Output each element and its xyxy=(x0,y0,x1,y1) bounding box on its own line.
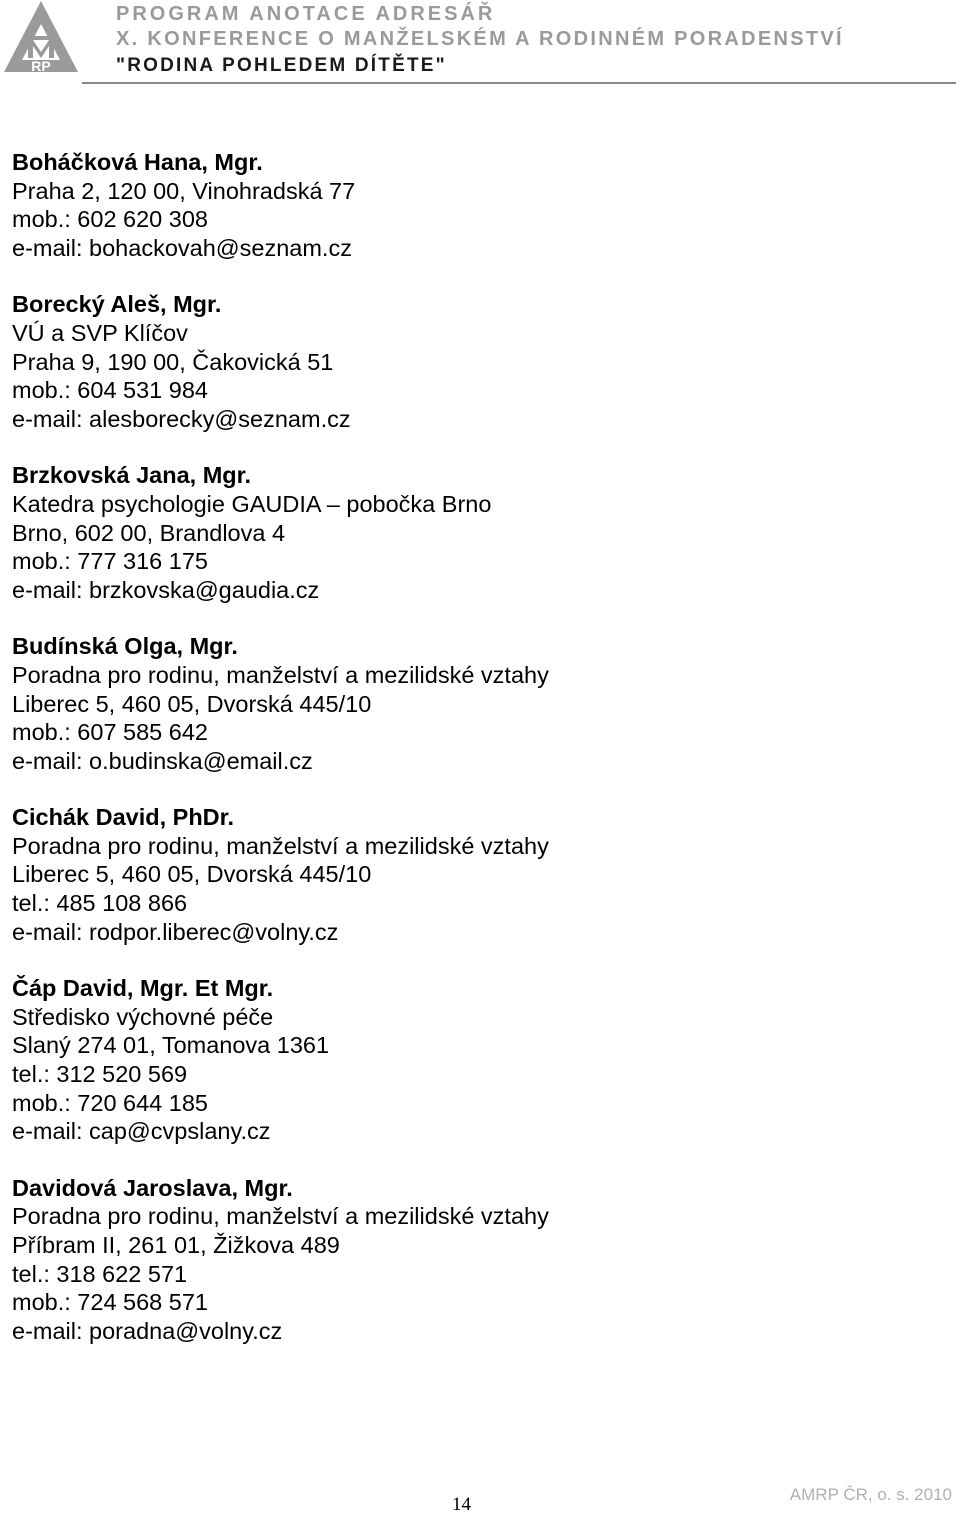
entry-phone: tel.: 485 108 866 xyxy=(12,890,188,917)
entry-detail: Příbram II, 261 01, Žižkova 489 xyxy=(12,1232,340,1258)
entry-detail: Středisko výchovné péče xyxy=(12,1003,274,1030)
directory-entry xyxy=(12,148,912,262)
header-title-line3: "RODINA POHLEDEM DÍTĚTE" xyxy=(116,55,447,76)
entry-mobile: mob.: 724 568 571 xyxy=(12,1289,208,1316)
entry-email: e-mail: alesborecky@seznam.cz xyxy=(12,405,351,432)
header-divider xyxy=(82,82,956,84)
amrp-logo-icon xyxy=(2,0,80,74)
entry-detail: Katedra psychologie GAUDIA – pobočka Brno xyxy=(12,490,492,517)
directory-entry xyxy=(12,290,912,433)
entry-email: e-mail: brzkovska@gaudia.cz xyxy=(12,576,320,603)
directory-entry xyxy=(12,803,912,946)
entry-email: e-mail: cap@cvpslany.cz xyxy=(12,1118,271,1145)
entry-detail: Liberec 5, 460 05, Dvorská 445/10 xyxy=(12,690,372,717)
entry-mobile: mob.: 602 620 308 xyxy=(12,206,208,233)
entry-detail: Poradna pro rodinu, manželství a mezilidské vztahy xyxy=(12,1203,549,1230)
header-title-line2: X. KONFERENCE O MANŽELSKÉM A RODINNÉM PORADENSTVÍ xyxy=(116,28,844,50)
entry-detail: Slaný 274 01, Tomanova 1361 xyxy=(12,1032,330,1059)
directory-entry xyxy=(12,974,912,1146)
footer-copyright: AMRP ČR, o. s. 2010 xyxy=(789,1485,952,1504)
page-header xyxy=(0,0,960,86)
entry-mobile: mob.: 777 316 175 xyxy=(12,548,208,575)
entry-mobile: mob.: 720 644 185 xyxy=(12,1089,208,1116)
entry-name: Borecký Aleš, Mgr. xyxy=(12,291,222,318)
logo-text: RP xyxy=(31,58,51,74)
directory-entry xyxy=(12,461,912,604)
entry-mobile: mob.: 604 531 984 xyxy=(12,377,208,404)
entry-phone: tel.: 312 520 569 xyxy=(12,1061,188,1088)
directory-entry xyxy=(12,632,912,775)
entry-email: e-mail: poradna@volny.cz xyxy=(12,1317,283,1344)
entry-detail: Praha 2, 120 00, Vinohradská 77 xyxy=(12,177,356,204)
entry-name: Boháčková Hana, Mgr. xyxy=(12,149,263,175)
entry-name: Čáp David, Mgr. Et Mgr. xyxy=(12,975,274,1002)
entry-detail: Liberec 5, 460 05, Dvorská 445/10 xyxy=(12,861,372,888)
header-title-line1: PROGRAM ANOTACE ADRESÁŘ xyxy=(116,3,496,25)
address-directory xyxy=(12,148,912,1373)
entry-email: e-mail: bohackovah@seznam.cz xyxy=(12,234,352,261)
entry-detail: Poradna pro rodinu, manželství a mezilidské vztahy xyxy=(12,832,549,859)
entry-name: Davidová Jaroslava, Mgr. xyxy=(12,1174,293,1201)
directory-entry xyxy=(12,1174,912,1346)
entry-name: Budínská Olga, Mgr. xyxy=(12,633,238,660)
entry-detail: Brno, 602 00, Brandlova 4 xyxy=(12,519,286,546)
entry-mobile: mob.: 607 585 642 xyxy=(12,719,208,746)
entry-name: Cichák David, PhDr. xyxy=(12,804,235,831)
entry-detail: Praha 9, 190 00, Čakovická 51 xyxy=(12,348,334,375)
entry-detail: Poradna pro rodinu, manželství a mezilidské vztahy xyxy=(12,661,549,688)
entry-phone: tel.: 318 622 571 xyxy=(12,1260,188,1287)
page-number: 14 xyxy=(452,1494,471,1515)
entry-email: e-mail: rodpor.liberec@volny.cz xyxy=(12,918,339,945)
entry-email: e-mail: o.budinska@email.cz xyxy=(12,747,313,774)
entry-name: Brzkovská Jana, Mgr. xyxy=(12,462,252,489)
entry-detail: VÚ a SVP Klíčov xyxy=(12,319,188,346)
